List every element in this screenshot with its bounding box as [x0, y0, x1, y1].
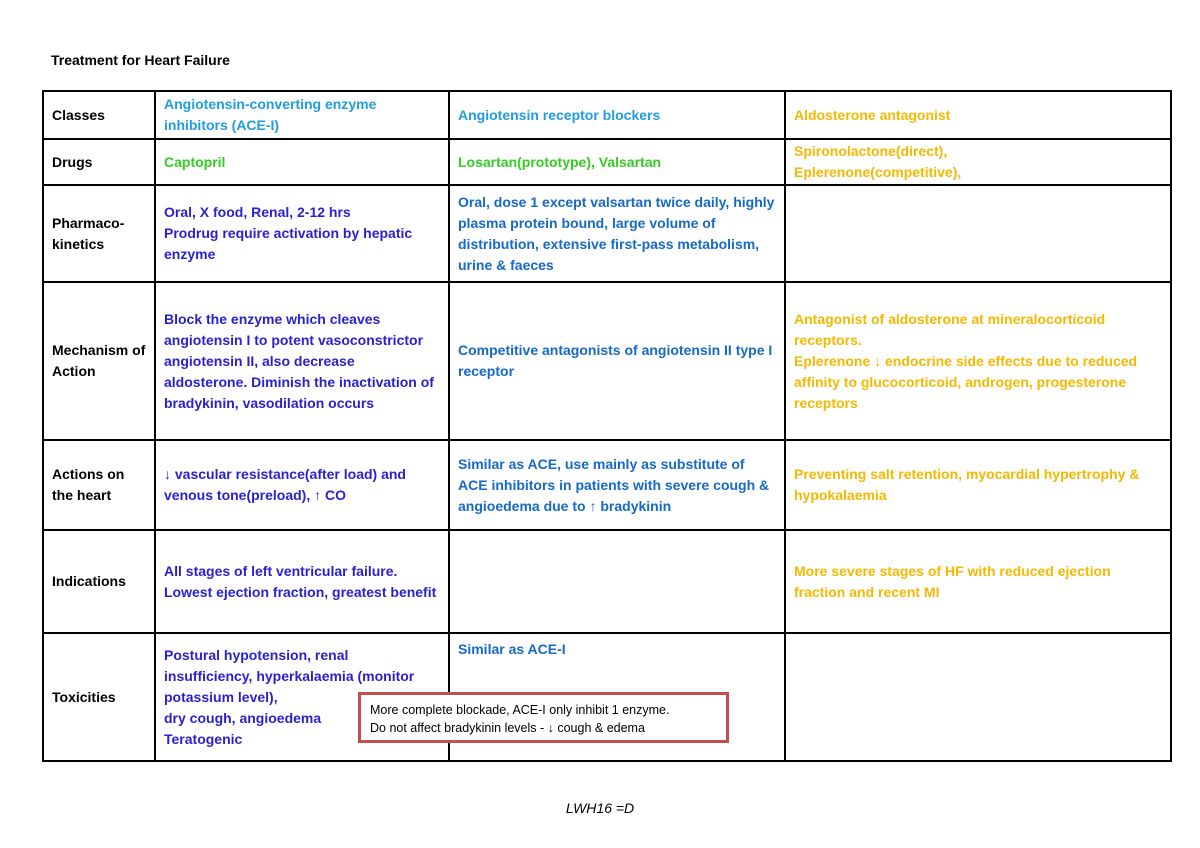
drug-aldosterone	[785, 139, 1171, 185]
table-row-classes	[43, 91, 1171, 139]
page-title: Treatment for Heart Failure	[51, 52, 230, 68]
row-label-mechanism: Mechanism of Action	[43, 282, 155, 440]
indications-acei-line2: Lowest ejection fraction, greatest benefit	[164, 583, 437, 600]
drug-arb: Losartan(prototype), Valsartan	[449, 139, 785, 185]
indications-acei	[155, 530, 449, 633]
row-label-actions-heart: Actions on the heart	[43, 440, 155, 530]
table-row-pharmacokinetics	[43, 185, 1171, 282]
row-label-indications: Indications	[43, 530, 155, 633]
table-row-drugs	[43, 139, 1171, 185]
class-aldosterone: Aldosterone antagonist	[785, 91, 1171, 139]
callout-line1: More complete blockade, ACE-I only inhibit 1 enzyme.	[370, 703, 670, 717]
heart-aldosterone: Preventing salt retention, myocardial hypertrophy & hypokalaemia	[785, 440, 1171, 530]
pk-acei-line1: Oral, X food, Renal, 2-12 hrs	[164, 204, 351, 220]
indications-aldosterone: More severe stages of HF with reduced ejection fraction and recent MI	[785, 530, 1171, 633]
table-row-actions-heart	[43, 440, 1171, 530]
drug-aldosterone-line2: Eplerenone(competitive),	[794, 164, 962, 180]
toxicities-acei-line2: dry cough, angioedema	[164, 709, 322, 726]
row-label-pk-line2: kinetics	[52, 235, 105, 252]
pk-acei-line2: Prodrug require activation by hepatic enzyme	[164, 225, 413, 262]
heart-acei: ↓ vascular resistance(after load) and venous tone(preload), ↑ CO	[155, 440, 449, 530]
callout-line2: Do not affect bradykinin levels - ↓ cough & edema	[370, 721, 645, 735]
heart-arb: Similar as ACE, use mainly as substitute of ACE inhibitors in patients with severe cough & angioedema due to ↑ bradykinin	[449, 440, 785, 530]
toxicities-aldosterone	[785, 633, 1171, 761]
pk-acei	[155, 185, 449, 282]
class-acei: Angiotensin-converting enzyme inhibitors (ACE-I)	[155, 91, 449, 139]
treatment-table	[42, 90, 1172, 762]
drug-acei: Captopril	[155, 139, 449, 185]
toxicities-acei-line3: Teratogenic	[164, 730, 243, 747]
row-label-classes: Classes	[43, 91, 155, 139]
row-label-pk-line1: Pharmaco-	[52, 214, 125, 231]
pk-aldosterone	[785, 185, 1171, 282]
row-label-drugs: Drugs	[43, 139, 155, 185]
moa-aldosterone-line1: Antagonist of aldosterone at mineralocorticoid receptors.	[794, 310, 1106, 348]
toxicities-acei-line1: Postural hypotension, renal insufficiency, hyperkalaemia (monitor potassium level),	[164, 646, 415, 705]
moa-arb: Competitive antagonists of angiotensin II type I receptor	[449, 282, 785, 440]
table-row-mechanism	[43, 282, 1171, 440]
row-label-toxicities: Toxicities	[43, 633, 155, 761]
moa-aldosterone	[785, 282, 1171, 440]
class-arb: Angiotensin receptor blockers	[449, 91, 785, 139]
table-row-indications	[43, 530, 1171, 633]
toxicities-arb: Similar as ACE-I	[449, 633, 785, 761]
indications-acei-line1: All stages of left ventricular failure.	[164, 562, 398, 579]
indications-arb	[449, 530, 785, 633]
callout-note	[358, 692, 729, 743]
moa-aldosterone-line2: Eplerenone ↓ endocrine side effects due to reduced affinity to glucocorticoid, androgen, progesterone receptors	[794, 352, 1138, 411]
drug-aldosterone-line1: Spironolactone(direct),	[794, 143, 948, 159]
moa-acei: Block the enzyme which cleaves angiotensin I to potent vasoconstrictor angiotensin II, also decrease aldosterone. Diminish the inactivation of bradykinin, vasodilation occurs	[155, 282, 449, 440]
row-label-pharmacokinetics	[43, 185, 155, 282]
footer-signature: LWH16 =D	[565, 800, 635, 816]
pk-arb: Oral, dose 1 except valsartan twice daily, highly plasma protein bound, large volume of distribution, extensive first-pass metabolism, urine & faeces	[449, 185, 785, 282]
